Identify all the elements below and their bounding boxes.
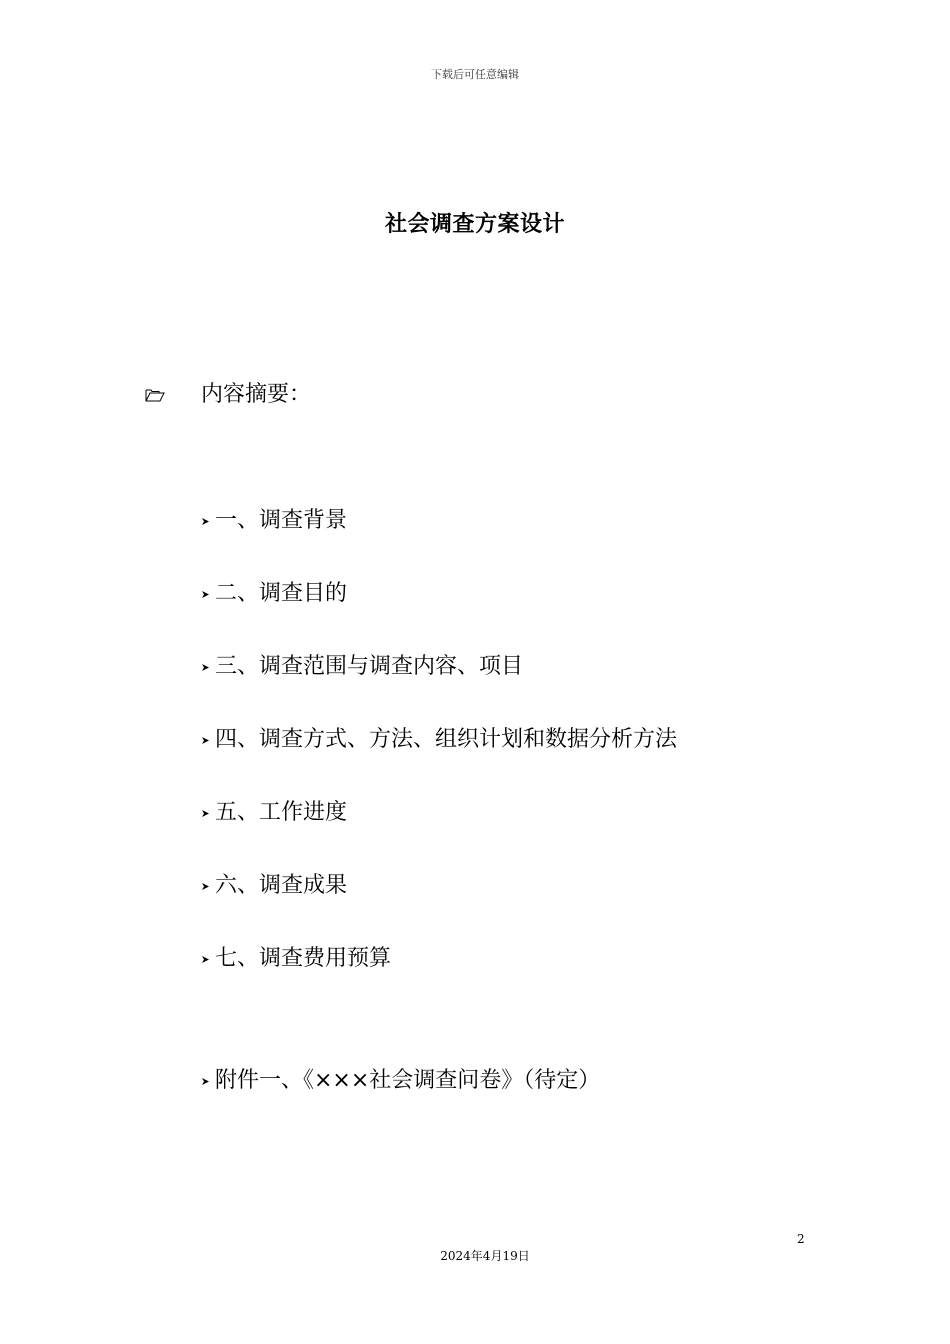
arrowhead-bullet-icon [200, 954, 211, 965]
document-title: 社会调查方案设计 [384, 212, 565, 237]
toc-item-label: 六、调查成果 [215, 872, 348, 898]
header-note: 下载后可任意编辑 [431, 68, 519, 81]
arrowhead-bullet-icon [200, 662, 211, 673]
toc-item-label: 四、调查方式、方法、组织计划和数据分析方法 [215, 726, 678, 752]
toc-item-label: 五、工作进度 [215, 799, 348, 825]
toc-item-label: 三、调查范围与调查内容、项目 [215, 653, 524, 679]
toc-item [200, 503, 347, 533]
arrowhead-bullet-icon [200, 881, 211, 892]
page-number: 2 [797, 1232, 805, 1246]
arrowhead-bullet-icon [200, 808, 211, 819]
folder-open-icon [145, 387, 165, 403]
arrowhead-bullet-icon [200, 735, 211, 746]
arrowhead-bullet-icon [200, 589, 211, 600]
toc-item [200, 649, 523, 679]
toc-item [200, 795, 347, 825]
toc-item [200, 576, 347, 606]
toc-item-label: 七、调查费用预算 [215, 945, 392, 971]
toc-item [200, 722, 677, 752]
toc-item-label: 附件一、《×××社会调查问卷》（待定） [215, 1067, 601, 1093]
toc-item-label: 二、调查目的 [215, 580, 348, 606]
toc-item [200, 1063, 600, 1093]
arrowhead-bullet-icon [200, 516, 211, 527]
footer-date: 2024年4月19日 [440, 1249, 530, 1263]
toc-item [200, 868, 347, 898]
section-heading-label: 内容摘要： [201, 382, 312, 407]
toc-item [200, 941, 391, 971]
section-heading [145, 380, 312, 410]
arrowhead-bullet-icon [200, 1076, 211, 1087]
toc-list [200, 0, 900, 1344]
toc-item-label: 一、调查背景 [215, 507, 348, 533]
